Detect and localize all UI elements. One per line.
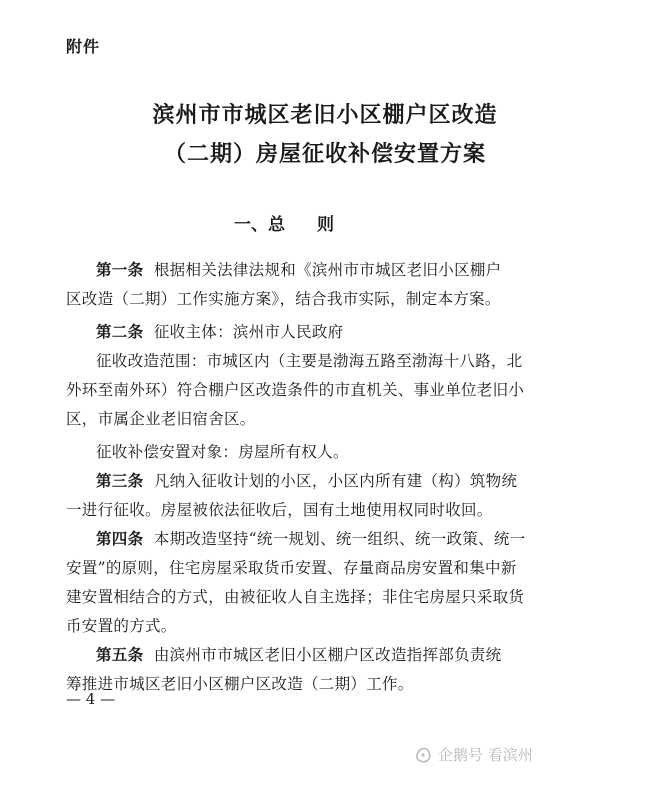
article-text: 由滨州市市城区老旧小区棚户区改造指挥部负责统	[153, 646, 502, 664]
section-heading-part-1: 一、总	[234, 215, 285, 235]
article-number: 第一条	[96, 261, 144, 279]
watermark-text: 企鹅号 看滨州	[438, 746, 533, 764]
body-line	[66, 407, 256, 429]
article-number: 第五条	[96, 646, 144, 664]
article-text: 征收补偿安置对象：房屋所有权人。	[96, 443, 349, 461]
body-line	[96, 643, 501, 665]
body-line	[96, 469, 517, 491]
article-text: 凡纳入征收计划的小区，小区内所有建（构）筑物统	[153, 472, 518, 490]
article-text: 征收主体：滨州市人民政府	[153, 323, 344, 341]
article-number: 第三条	[96, 472, 144, 490]
body-line	[96, 440, 349, 462]
article-text: 征收改造范围：市城区内（主要是渤海五路至渤海十八路，北	[96, 352, 523, 370]
body-line	[96, 527, 526, 549]
article-text: 外环至南外环）符合棚户区改造条件的市直机关、事业单位老旧小	[66, 381, 525, 399]
body-line	[66, 378, 524, 400]
body-line	[66, 614, 177, 636]
body-line	[66, 287, 501, 309]
body-line	[66, 498, 493, 520]
body-line	[96, 320, 343, 342]
article-text: 安置”的原则，住宅房屋采取货币安置、存量商品房安置和集中新	[66, 559, 517, 577]
article-text: 根据相关法律法规和《滨州市市城区老旧小区棚户	[153, 261, 502, 279]
article-number: 第四条	[96, 530, 144, 548]
body-line	[66, 556, 517, 578]
article-number: 第二条	[96, 323, 144, 341]
watermark	[414, 744, 533, 765]
article-text: 区，市属企业老旧宿舍区。	[66, 410, 256, 428]
body-line	[96, 349, 523, 371]
article-text: 建安置相结合的方式，由被征收人自主选择；非住宅房屋只采取货	[66, 588, 525, 606]
article-text: 本期改造坚持“统一规划、统一组织、统一政策、统一	[153, 530, 526, 548]
page-number: — 4 —	[66, 690, 116, 708]
penguin-logo-icon	[414, 746, 434, 764]
body-line	[96, 258, 501, 280]
body-line	[66, 672, 414, 694]
section-heading	[234, 210, 334, 235]
article-text: 区改造（二期）工作实施方案》，结合我市实际，制定本方案。	[66, 290, 501, 308]
attachment-label: 附件	[66, 37, 101, 56]
title-line-2: （二期）房屋征收补偿安置方案	[163, 141, 486, 167]
section-heading-part-2: 则	[317, 215, 334, 235]
article-text: 币安置的方式。	[66, 617, 177, 635]
title-line-1: 滨州市市城区老旧小区棚户区改造	[152, 102, 498, 128]
body-line	[66, 585, 524, 607]
article-text: 一进行征收。房屋被依法征收后，国有土地使用权同时收回。	[66, 501, 493, 519]
article-text: 筹推进市城区老旧小区棚户区改造（二期）工作。	[66, 675, 414, 693]
